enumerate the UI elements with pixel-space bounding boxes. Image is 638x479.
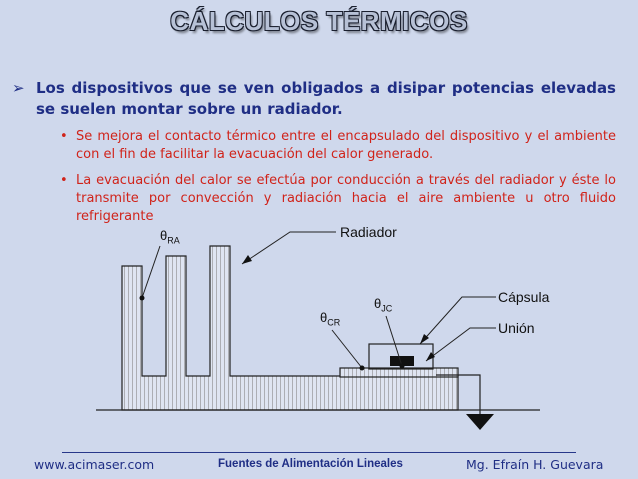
dot-bullet-icon: • <box>60 173 68 188</box>
radiador-label: Radiador <box>340 224 397 240</box>
sub-bullet-text: La evacuación del calor se efectúa por conducción a través del radiador y éste lo transmite por convección y radiación hacia el aire ambiente u otro fluido refrigerante <box>76 173 616 224</box>
ra-dot <box>140 296 145 301</box>
footer-divider <box>62 452 576 453</box>
footer-author: Mg. Efraín H. Guevara <box>466 457 604 472</box>
main-bullet-text: Los dispositivos que se ven obligados a disipar potencias elevadas se suelen montar sobre un radiador. <box>36 79 616 118</box>
sub-bullet-text: Se mejora el contacto térmico entre el encapsulado del dispositivo y el ambiente con el fin de facilitar la evacuación del calor generado. <box>76 129 616 162</box>
page-title: CÁLCULOS TÉRMICOS <box>170 6 468 36</box>
theta-ra-label: $\theta_{RA}$ <box>160 228 180 246</box>
arrow-bullet-icon: ➢ <box>12 79 25 97</box>
radiador-arrowhead <box>242 255 252 264</box>
ra-leader <box>142 246 160 298</box>
dot-bullet-icon: • <box>60 129 68 144</box>
theta-cr-label: $\theta_{CR}$ <box>320 310 341 328</box>
radiador-leader <box>242 232 336 264</box>
footer-course: Fuentes de Alimentación Lineales <box>218 458 403 470</box>
heatsink-body <box>122 246 458 410</box>
capsula-label: Cápsula <box>498 289 550 305</box>
footer-website: www.acimaser.com <box>34 457 155 472</box>
theta-jc-label: $\theta_{JC}$ <box>374 296 393 314</box>
mount-triangle <box>466 414 494 430</box>
union-label: Unión <box>498 320 535 336</box>
cr-dot <box>360 366 365 371</box>
jc-dot <box>400 364 405 369</box>
union-arrowhead <box>426 352 435 361</box>
union-leader <box>426 328 496 361</box>
cr-leader <box>332 330 362 368</box>
